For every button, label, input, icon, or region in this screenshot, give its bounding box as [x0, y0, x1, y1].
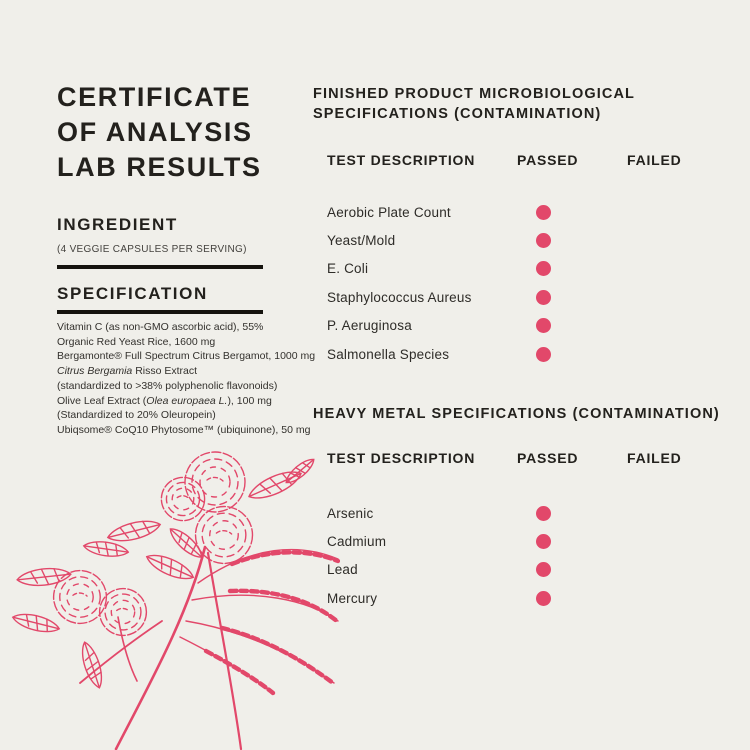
table-row	[327, 283, 743, 311]
passed-cell	[517, 318, 627, 333]
bergamot-rice-illustration-icon	[0, 425, 340, 750]
table-row	[327, 226, 743, 254]
heavy-metal-section	[313, 404, 743, 613]
specification-list	[57, 320, 317, 438]
test-description: Mercury	[327, 590, 378, 606]
table-row	[327, 312, 743, 340]
title-line: CERTIFICATE	[57, 82, 252, 112]
heavy-metal-table	[313, 450, 743, 613]
passed-dot-icon	[536, 318, 551, 333]
passed-cell	[517, 534, 627, 549]
ingredient-heading: INGREDIENT	[57, 215, 178, 234]
specification-line: Citrus Bergamia Risso Extract	[57, 365, 198, 378]
table-row	[327, 198, 743, 226]
heavy-metal-section-heading: HEAVY METAL SPECIFICATIONS (CONTAMINATION)	[313, 406, 720, 422]
test-description: Yeast/Mold	[327, 233, 396, 249]
column-header-passed: PASSED	[517, 450, 579, 466]
title-line: LAB RESULTS	[57, 152, 262, 182]
passed-dot-icon	[536, 347, 551, 362]
passed-cell	[517, 591, 627, 606]
column-header-test-description: TEST DESCRIPTION	[327, 152, 476, 168]
test-description: Cadmium	[327, 534, 387, 550]
microbiological-section-heading: FINISHED PRODUCT MICROBIOLOGICAL SPECIFICATIONS (CONTAMINATION)	[313, 86, 635, 122]
test-description: Lead	[327, 562, 358, 578]
passed-cell	[517, 205, 627, 220]
passed-dot-icon	[536, 506, 551, 521]
specification-line: Vitamin C (as non-GMO ascorbic acid), 55%	[57, 321, 264, 333]
passed-dot-icon	[536, 205, 551, 220]
specification-line: (Standardized to 20% Oleuropein)	[57, 409, 216, 422]
table-body	[327, 198, 743, 368]
capsules-serving-note: (4 VEGGIE CAPSULES PER SERVING)	[57, 244, 247, 255]
table-row	[327, 527, 743, 555]
passed-cell	[517, 562, 627, 577]
table-row	[327, 584, 743, 612]
passed-dot-icon	[536, 233, 551, 248]
table-body	[327, 499, 743, 613]
divider	[57, 310, 263, 314]
specification-line: Ubiqsome® CoQ10 Phytosome™ (ubiquinone), 50 mg	[57, 423, 311, 436]
test-description: Salmonella Species	[327, 346, 450, 362]
column-header-test-description: TEST DESCRIPTION	[327, 450, 476, 466]
specification-heading: SPECIFICATION	[57, 284, 208, 303]
table-row	[327, 499, 743, 527]
table-row	[327, 255, 743, 283]
specification-line: Bergamonte® Full Spectrum Citrus Bergamot, 1000 mg	[57, 350, 316, 363]
specification-line: Olive Leaf Extract (Olea europaea L.), 100 mg	[57, 394, 272, 407]
table-header-row	[327, 450, 743, 466]
column-header-failed: FAILED	[627, 152, 682, 168]
passed-dot-icon	[536, 562, 551, 577]
test-description: E. Coli	[327, 261, 369, 277]
passed-dot-icon	[536, 290, 551, 305]
passed-cell	[517, 261, 627, 276]
test-description: Aerobic Plate Count	[327, 204, 451, 220]
column-header-passed: PASSED	[517, 152, 579, 168]
table-header-row	[327, 152, 743, 168]
passed-dot-icon	[536, 591, 551, 606]
page-title	[57, 80, 317, 185]
specification-line: (standardized to >38% polyphenolic flavonoids)	[57, 379, 278, 392]
passed-cell	[517, 506, 627, 521]
title-line: OF ANALYSIS	[57, 117, 253, 147]
passed-dot-icon	[536, 261, 551, 276]
divider	[57, 265, 263, 269]
specification-line: Organic Red Yeast Rice, 1600 mg	[57, 335, 216, 348]
test-description: Arsenic	[327, 505, 374, 521]
passed-cell	[517, 290, 627, 305]
passed-cell	[517, 347, 627, 362]
passed-cell	[517, 233, 627, 248]
test-description: Staphylococcus Aureus	[327, 289, 472, 305]
microbiological-section	[313, 84, 743, 368]
passed-dot-icon	[536, 534, 551, 549]
microbiological-table	[313, 152, 743, 368]
test-description: P. Aeruginosa	[327, 318, 412, 334]
column-header-failed: FAILED	[627, 450, 682, 466]
table-row	[327, 556, 743, 584]
left-column	[57, 80, 317, 438]
table-row	[327, 340, 743, 368]
